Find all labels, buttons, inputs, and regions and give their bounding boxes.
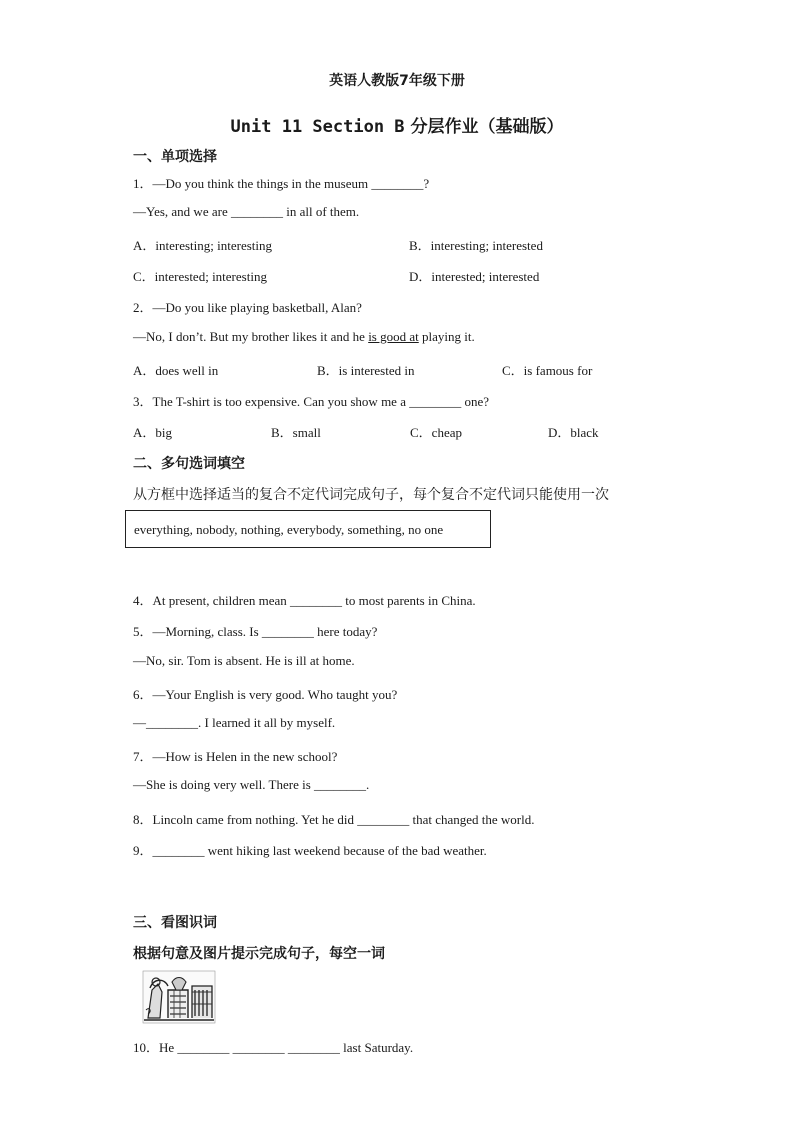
unit-label: Unit 11 Section B (230, 117, 405, 137)
q10-stem: 10．He ________ ________ ________ last Saturday. (133, 1040, 414, 1055)
q3-option-d: D．black (548, 425, 599, 440)
q7-reply: —She is doing very well. There is ________. (133, 777, 370, 792)
q2-option-a: A．does well in (133, 363, 219, 378)
q9-stem: 9．________ went hiking last weekend because of the bad weather. (133, 843, 487, 858)
document-subtitle (0, 112, 794, 137)
q2-option-c: C．is famous for (502, 363, 593, 378)
q1-option-d: D．interested; interested (409, 269, 540, 284)
q6-reply: —________. I learned it all by myself. (133, 715, 336, 730)
q3-option-b: B．small (271, 425, 321, 440)
section3-instruction: 根据句意及图片提示完成句子，每空一词 (133, 946, 385, 962)
word-box-text: everything, nobody, nothing, everybody, something, no one (134, 522, 444, 537)
q2-reply-end: playing it. (418, 329, 475, 344)
q7-stem: 7．—How is Helen in the new school? (133, 749, 338, 764)
q2-reply (133, 329, 475, 345)
q5-reply: —No, sir. Tom is absent. He is ill at home. (133, 653, 355, 668)
q1-reply: —Yes, and we are ________ in all of them. (133, 204, 360, 219)
section-heading-picture: 三、看图识词 (133, 915, 217, 931)
q3-stem: 3．The T-shirt is too expensive. Can you show me a ________ one? (133, 394, 490, 409)
document-title: 英语人教版7年级下册 (329, 73, 465, 89)
section-heading-fill: 二、多句选词填空 (133, 456, 245, 472)
section2-instruction: 从方框中选择适当的复合不定代词完成句子，每个复合不定代词只能使用一次 (133, 487, 609, 503)
subtitle-suffix: 分层作业（基础版） (404, 117, 564, 137)
q3-option-c: C．cheap (410, 425, 462, 440)
q8-stem: 8．Lincoln came from nothing. Yet he did ________ that changed the world. (133, 812, 535, 827)
q4-stem: 4．At present, children mean ________ to most parents in China. (133, 593, 476, 608)
q1-option-b: B．interesting; interested (409, 238, 543, 253)
q3-option-a: A．big (133, 425, 173, 440)
q2-reply-text: —No, I don’t. But my brother likes it and he (133, 329, 369, 344)
sketch-illustration-icon (142, 970, 216, 1024)
q2-option-b: B．is interested in (317, 363, 415, 378)
q2-stem: 2．—Do you like playing basketball, Alan? (133, 300, 362, 315)
q2-underlined-phrase: is good at (368, 329, 419, 344)
section-heading-choice: 一、单项选择 (133, 149, 217, 165)
q5-stem: 5．—Morning, class. Is ________ here today? (133, 624, 378, 639)
q1-option-a: A．interesting; interesting (133, 238, 273, 253)
q6-stem: 6．—Your English is very good. Who taught you? (133, 687, 398, 702)
q1-option-c: C．interested; interesting (133, 269, 267, 284)
word-box (125, 510, 491, 548)
q1-stem: 1．—Do you think the things in the museum ________? (133, 176, 430, 191)
